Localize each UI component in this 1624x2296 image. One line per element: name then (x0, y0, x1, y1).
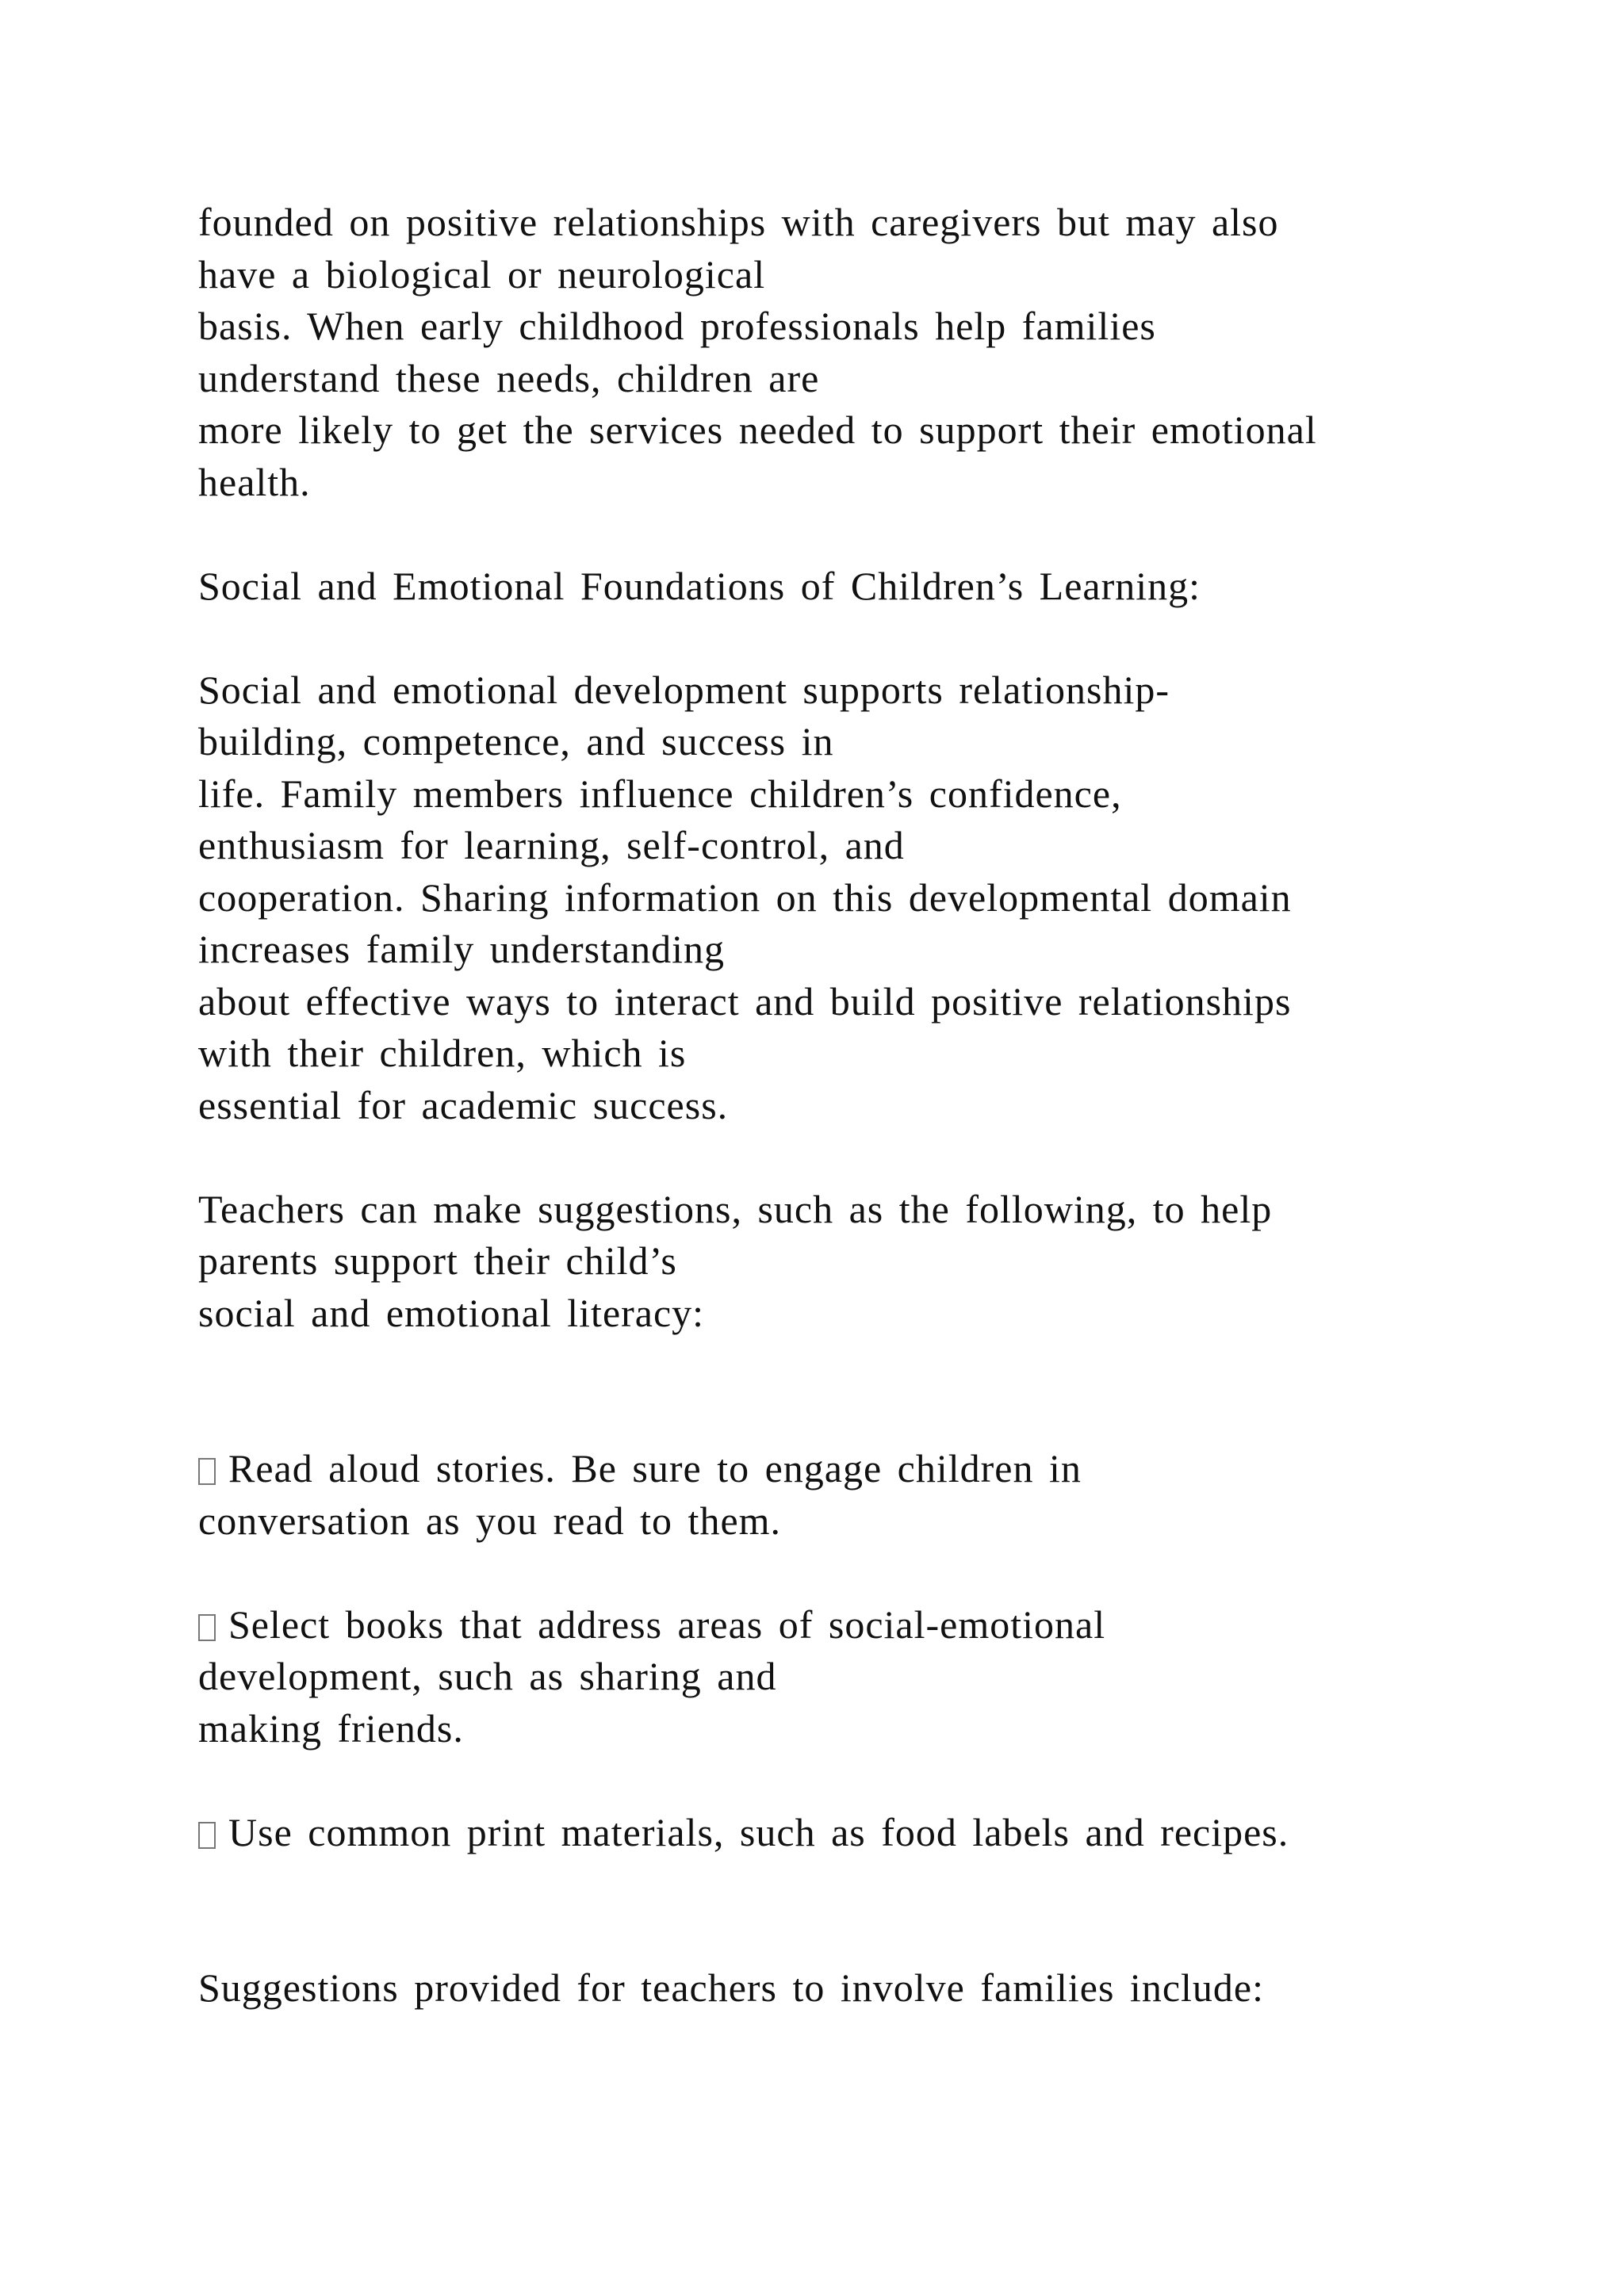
blank-line (198, 1131, 1483, 1184)
paragraph-line: Social and emotional development supports relationship- (198, 667, 1170, 712)
bullet-first-line (198, 1807, 1483, 1859)
bullet-text: Use common print materials, such as food labels and recipes. (228, 1809, 1289, 1854)
document-text (198, 197, 1483, 2015)
body-paragraph (198, 664, 1483, 1132)
paragraph-line: social and emotional literacy: (198, 1290, 705, 1335)
paragraph-line: essential for academic success. (198, 1082, 729, 1127)
bullet-item (198, 1807, 1483, 1859)
paragraph-line: parents support their child’s (198, 1238, 677, 1283)
bullet-text: Read aloud stories. Be sure to engage children in (228, 1446, 1082, 1490)
closing-line: Suggestions provided for teachers to involve families include: (198, 1965, 1264, 2010)
bullet-line: development, such as sharing and (198, 1654, 777, 1698)
paragraph-line: life. Family members influence children’s confidence, (198, 771, 1122, 816)
paragraph-line: increases family understanding (198, 927, 726, 971)
paragraph-line: building, competence, and success in (198, 719, 834, 763)
bullet-first-line (198, 1443, 1483, 1495)
missing-glyph-box-icon (198, 1822, 216, 1849)
paragraph-line: understand these needs, children are (198, 355, 820, 400)
bullet-item (198, 1599, 1483, 1755)
bullet-line: making friends. (198, 1705, 464, 1751)
paragraph-line: with their children, which is (198, 1031, 687, 1075)
paragraph-line: more likely to get the services needed to support their emotional (198, 408, 1317, 452)
intro-paragraph (198, 197, 1483, 508)
bullet-line: conversation as you read to them. (198, 1498, 782, 1543)
blank-line (198, 1755, 1483, 1807)
missing-glyph-box-icon (198, 1614, 216, 1641)
paragraph-line: basis. When early childhood professionals help families (198, 304, 1156, 348)
section-heading: Social and Emotional Foundations of Children’s Learning: (198, 563, 1201, 608)
blank-line (198, 1858, 1483, 1962)
paragraph-line: about effective ways to interact and build positive relationships (198, 978, 1292, 1024)
blank-line (198, 612, 1483, 664)
paragraph-line: health. (198, 459, 311, 504)
bullet-text: Select books that address areas of social-emotional (228, 1601, 1106, 1647)
blank-line (198, 508, 1483, 561)
paragraph-line: founded on positive relationships with caregivers but may also (198, 200, 1279, 244)
paragraph-line: have a biological or neurological (198, 251, 766, 297)
paragraph-line: Teachers can make suggestions, such as the following, to help (198, 1186, 1273, 1231)
missing-glyph-box-icon (198, 1458, 216, 1485)
bullet-item (198, 1443, 1483, 1547)
suggestions-intro-paragraph (198, 1184, 1483, 1340)
bullet-first-line (198, 1599, 1483, 1651)
paragraph-line: cooperation. Sharing information on this developmental domain (198, 874, 1292, 920)
blank-line (198, 1339, 1483, 1443)
blank-line (198, 1547, 1483, 1599)
paragraph-line: enthusiasm for learning, self-control, and (198, 823, 905, 867)
